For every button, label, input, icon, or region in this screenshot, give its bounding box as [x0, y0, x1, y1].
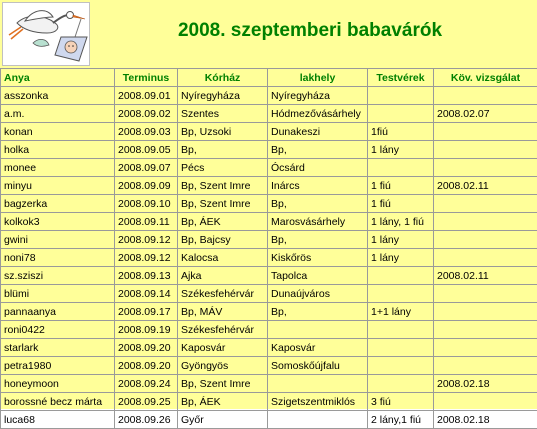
lakhely-cell[interactable]: Inárcs [268, 177, 368, 195]
lakhely-cell[interactable]: Tapolca [268, 267, 368, 285]
korhaz-cell[interactable]: Bp, MÁV [178, 303, 268, 321]
terminus-cell[interactable]: 2008.09.09 [115, 177, 178, 195]
terminus-cell[interactable]: 2008.09.07 [115, 159, 178, 177]
kov-vizsgalat-cell[interactable] [434, 123, 537, 141]
korhaz-cell[interactable]: Bp, Szent Imre [178, 195, 268, 213]
testverek-cell[interactable]: 3 fiú [368, 393, 434, 411]
column-header-anya[interactable]: Anya [1, 69, 115, 87]
lakhely-cell[interactable]: Bp, [268, 195, 368, 213]
terminus-cell[interactable]: 2008.09.19 [115, 321, 178, 339]
terminus-cell[interactable]: 2008.09.24 [115, 375, 178, 393]
anya-cell[interactable]: minyu [1, 177, 115, 195]
lakhely-cell[interactable]: Kiskőrös [268, 249, 368, 267]
korhaz-cell[interactable]: Székesfehérvár [178, 321, 268, 339]
testverek-cell[interactable] [368, 321, 434, 339]
korhaz-cell[interactable]: Bp, [178, 141, 268, 159]
terminus-cell[interactable]: 2008.09.26 [115, 411, 178, 429]
testverek-cell[interactable]: 1 lány [368, 141, 434, 159]
header-area [0, 0, 537, 69]
anya-cell[interactable]: bagzerka [1, 195, 115, 213]
anya-cell[interactable]: gwini [1, 231, 115, 249]
anya-cell[interactable]: blümi [1, 285, 115, 303]
table-row [1, 123, 537, 141]
anya-cell[interactable]: monee [1, 159, 115, 177]
kov-vizsgalat-cell[interactable] [434, 357, 537, 375]
kov-vizsgalat-cell[interactable]: 2008.02.11 [434, 267, 537, 285]
korhaz-cell[interactable]: Gyöngyös [178, 357, 268, 375]
kov-vizsgalat-cell[interactable] [434, 249, 537, 267]
lakhely-cell[interactable]: Hódmezővásárhely [268, 105, 368, 123]
terminus-cell[interactable]: 2008.09.01 [115, 87, 178, 105]
table-row [1, 339, 537, 357]
lakhely-cell[interactable]: Somoskőújfalu [268, 357, 368, 375]
lakhely-cell[interactable]: Nyíregyháza [268, 87, 368, 105]
testverek-cell[interactable] [368, 105, 434, 123]
table-row [1, 177, 537, 195]
terminus-cell[interactable]: 2008.09.17 [115, 303, 178, 321]
kov-vizsgalat-cell[interactable]: 2008.02.07 [434, 105, 537, 123]
stork-carrying-baby-icon [2, 2, 90, 66]
kov-vizsgalat-cell[interactable] [434, 321, 537, 339]
korhaz-cell[interactable]: Szentes [178, 105, 268, 123]
table-row [1, 213, 537, 231]
table-row [1, 393, 537, 411]
lakhely-cell[interactable]: Bp, [268, 303, 368, 321]
lakhely-cell[interactable]: Dunaújváros [268, 285, 368, 303]
terminus-cell[interactable]: 2008.09.10 [115, 195, 178, 213]
kov-vizsgalat-cell[interactable] [434, 213, 537, 231]
testverek-cell[interactable] [368, 375, 434, 393]
korhaz-cell[interactable]: Bp, ÁEK [178, 213, 268, 231]
lakhely-cell[interactable] [268, 411, 368, 429]
testverek-cell[interactable] [368, 267, 434, 285]
column-header-terminus[interactable]: Terminus [115, 69, 178, 87]
testverek-cell[interactable]: 1+1 lány [368, 303, 434, 321]
terminus-cell[interactable]: 2008.09.12 [115, 231, 178, 249]
korhaz-cell[interactable]: Nyíregyháza [178, 87, 268, 105]
kov-vizsgalat-cell[interactable]: 2008.02.18 [434, 411, 537, 429]
terminus-cell[interactable]: 2008.09.25 [115, 393, 178, 411]
table-row [1, 411, 537, 429]
terminus-cell[interactable]: 2008.09.14 [115, 285, 178, 303]
korhaz-cell[interactable]: Kaposvár [178, 339, 268, 357]
kov-vizsgalat-cell[interactable] [434, 141, 537, 159]
testverek-cell[interactable]: 1 fiú [368, 177, 434, 195]
anya-cell[interactable]: roni0422 [1, 321, 115, 339]
anya-cell[interactable]: a.m. [1, 105, 115, 123]
korhaz-cell[interactable]: Győr [178, 411, 268, 429]
header-row [1, 69, 537, 87]
anya-cell[interactable]: luca68 [1, 411, 115, 429]
korhaz-cell[interactable]: Bp, Uzsoki [178, 123, 268, 141]
babavaro-table [0, 68, 537, 429]
column-header-testverek[interactable]: Testvérek [368, 69, 434, 87]
lakhely-cell[interactable] [268, 375, 368, 393]
testverek-cell[interactable] [368, 285, 434, 303]
terminus-cell[interactable]: 2008.09.20 [115, 339, 178, 357]
table-row [1, 357, 537, 375]
lakhely-cell[interactable]: Dunakeszi [268, 123, 368, 141]
korhaz-cell[interactable]: Kalocsa [178, 249, 268, 267]
korhaz-cell[interactable]: Ajka [178, 267, 268, 285]
testverek-cell[interactable] [368, 159, 434, 177]
terminus-cell[interactable]: 2008.09.12 [115, 249, 178, 267]
testverek-cell[interactable]: 1 lány [368, 231, 434, 249]
table-row [1, 231, 537, 249]
korhaz-cell[interactable]: Pécs [178, 159, 268, 177]
korhaz-cell[interactable]: Bp, Bajcsy [178, 231, 268, 249]
column-header-korhaz[interactable]: Kórház [178, 69, 268, 87]
anya-cell[interactable]: starlark [1, 339, 115, 357]
anya-cell[interactable]: asszonka [1, 87, 115, 105]
kov-vizsgalat-cell[interactable]: 2008.02.18 [434, 375, 537, 393]
anya-cell[interactable]: holka [1, 141, 115, 159]
table-row [1, 159, 537, 177]
table-row [1, 87, 537, 105]
table-row [1, 285, 537, 303]
testverek-cell[interactable]: 1 fiú [368, 195, 434, 213]
anya-cell[interactable]: konan [1, 123, 115, 141]
lakhely-cell[interactable]: Bp, [268, 141, 368, 159]
anya-cell[interactable]: borossné becz márta [1, 393, 115, 411]
anya-cell[interactable]: kolkok3 [1, 213, 115, 231]
table-row [1, 375, 537, 393]
column-header-lakhely[interactable]: lakhely [268, 69, 368, 87]
table-row [1, 249, 537, 267]
testverek-cell[interactable] [368, 87, 434, 105]
korhaz-cell[interactable]: Bp, Szent Imre [178, 375, 268, 393]
testverek-cell[interactable]: 1 lány, 1 fiú [368, 213, 434, 231]
lakhely-cell[interactable]: Kaposvár [268, 339, 368, 357]
table-row [1, 303, 537, 321]
korhaz-cell[interactable]: Bp, Szent Imre [178, 177, 268, 195]
korhaz-cell[interactable]: Bp, ÁEK [178, 393, 268, 411]
anya-cell[interactable]: sz.sziszi [1, 267, 115, 285]
lakhely-cell[interactable]: Ócsárd [268, 159, 368, 177]
kov-vizsgalat-cell[interactable] [434, 159, 537, 177]
terminus-cell[interactable]: 2008.09.13 [115, 267, 178, 285]
kov-vizsgalat-cell[interactable] [434, 339, 537, 357]
lakhely-cell[interactable] [268, 321, 368, 339]
testverek-cell[interactable] [368, 357, 434, 375]
terminus-cell[interactable]: 2008.09.02 [115, 105, 178, 123]
table-row [1, 195, 537, 213]
page-title: 2008. szeptemberi babavárók [120, 20, 500, 42]
terminus-cell[interactable]: 2008.09.03 [115, 123, 178, 141]
kov-vizsgalat-cell[interactable] [434, 195, 537, 213]
table-body [1, 87, 537, 429]
table-row [1, 141, 537, 159]
terminus-cell[interactable]: 2008.09.11 [115, 213, 178, 231]
anya-cell[interactable]: pannaanya [1, 303, 115, 321]
table-row [1, 321, 537, 339]
testverek-cell[interactable] [368, 339, 434, 357]
anya-cell[interactable]: honeymoon [1, 375, 115, 393]
korhaz-cell[interactable]: Székesfehérvár [178, 285, 268, 303]
kov-vizsgalat-cell[interactable] [434, 285, 537, 303]
kov-vizsgalat-cell[interactable] [434, 231, 537, 249]
testverek-cell[interactable]: 1 lány [368, 249, 434, 267]
lakhely-cell[interactable]: Marosvásárhely [268, 213, 368, 231]
testverek-cell[interactable]: 1fiú [368, 123, 434, 141]
terminus-cell[interactable]: 2008.09.05 [115, 141, 178, 159]
kov-vizsgalat-cell[interactable] [434, 87, 537, 105]
column-header-kov-vizsgalat[interactable]: Köv. vizsgálat [434, 69, 537, 87]
table-row [1, 105, 537, 123]
anya-cell[interactable]: petra1980 [1, 357, 115, 375]
anya-cell[interactable]: noni78 [1, 249, 115, 267]
kov-vizsgalat-cell[interactable] [434, 303, 537, 321]
table-row [1, 267, 537, 285]
kov-vizsgalat-cell[interactable] [434, 393, 537, 411]
lakhely-cell[interactable]: Bp, [268, 231, 368, 249]
terminus-cell[interactable]: 2008.09.20 [115, 357, 178, 375]
kov-vizsgalat-cell[interactable]: 2008.02.11 [434, 177, 537, 195]
testverek-cell[interactable]: 2 lány,1 fiú [368, 411, 434, 429]
lakhely-cell[interactable]: Szigetszentmiklós [268, 393, 368, 411]
